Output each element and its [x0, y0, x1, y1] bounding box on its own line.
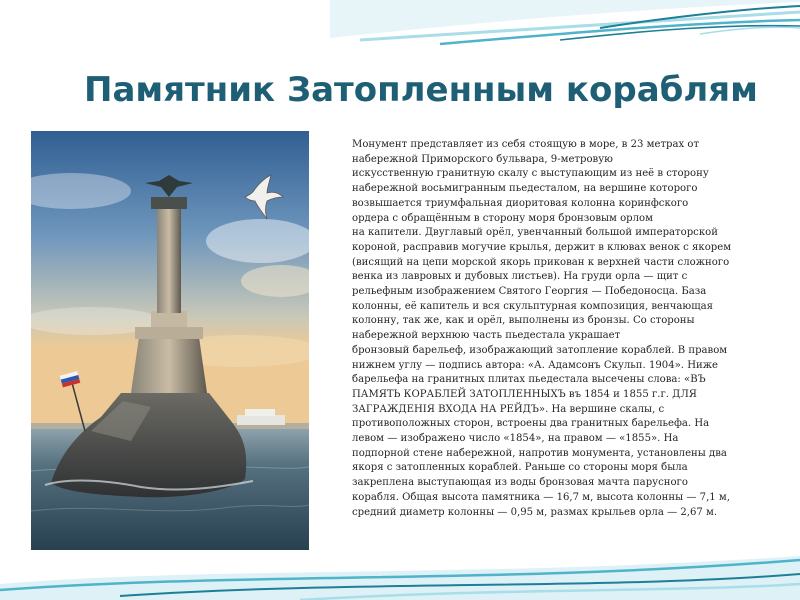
text-line: колонны, её капитель и вся скульптурная композиция, венчающая	[352, 300, 713, 312]
text-line: набережной верхнюю часть пьедестала украшает	[352, 330, 621, 342]
monument-photo	[31, 131, 309, 550]
text-line: рельефным изображением Святого Георгия — Победоносца. База	[352, 286, 707, 298]
column	[157, 207, 181, 313]
text-line: нижнем углу — подпись автора: «А. Адамсонъ Скульп. 1904». Ниже	[352, 359, 719, 371]
text-line: бронзовый барельеф, изображающий затопление кораблей. В правом	[352, 344, 728, 356]
text-line: возвышается триумфальная диоритовая колонна коринфского	[352, 197, 689, 209]
distant-ship-deck	[245, 409, 275, 416]
text-line: барельефа на гранитных плитах пьедестала высечены слова: «ВЪ	[352, 374, 706, 386]
text-line: закреплена выступающая из воды бронзовая мачта парусного	[352, 477, 688, 489]
text-line: набережной восьмигранным пьедесталом, на вершине которого	[352, 183, 698, 195]
slide-title: Памятник Затопленным кораблям	[84, 70, 758, 110]
text-line: якоря с затопленных кораблей. Раньше со стороны моря была	[352, 462, 688, 474]
text-line: набережной Приморского бульвара, 9-метровую	[352, 153, 613, 165]
column-base	[151, 311, 187, 327]
text-line: противоположных сторон, встроены два гранитных барельефа. На	[352, 418, 710, 430]
text-line: ПАМЯТЬ КОРАБЛЕЙ ЗАТОПЛЕННЫХЪ въ 1854 и 1855 г.г. ДЛЯ	[352, 388, 697, 400]
text-line: ордера с обращённым в сторону моря бронзовым орлом	[352, 212, 653, 224]
text-line: венка из лавровых и дубовых листьев). На груди орла — щит с	[352, 271, 688, 283]
text-line: (висящий на цепи морской якорь прикован к верхней части сложного	[352, 256, 730, 268]
pedestal-cap	[135, 327, 203, 339]
text-line: левом — изображено число «1854», на правом — «1855». На	[352, 433, 679, 445]
pedestal	[131, 337, 207, 393]
text-line: Монумент представляет из себя стоящую в море, в 23 метрах от	[352, 139, 700, 150]
text-line: на капители. Двуглавый орёл, увенчанный большой императорской	[352, 227, 718, 239]
text-line: короной, расправив могучие крылья, держит в клювах венок с якорем	[352, 241, 732, 253]
text-line: искусственную гранитную скалу с выступающим из неё в сторону	[352, 168, 709, 180]
text-line: корабля. Общая высота памятника — 16,7 м, высота колонны — 7,1 м,	[352, 491, 730, 503]
description-text	[352, 138, 744, 520]
capital	[151, 197, 187, 209]
wave-top-5	[700, 27, 800, 34]
text-line: подпорной стене набережной, напротив монумента, установлены два	[352, 447, 727, 459]
text-line: ЗАГРАЖДЕНIЯ ВХОДА НА РЕЙДЪ». На вершине скалы, с	[352, 403, 665, 415]
text-line: колонну, так же, как и орёл, выполнены из бронзы. Со стороны	[352, 315, 695, 327]
text-line: средний диаметр колонны — 0,95 м, размах крыльев орла — 2,67 м.	[352, 506, 718, 518]
distant-ship	[237, 415, 285, 425]
wave-top-back	[330, 0, 800, 38]
